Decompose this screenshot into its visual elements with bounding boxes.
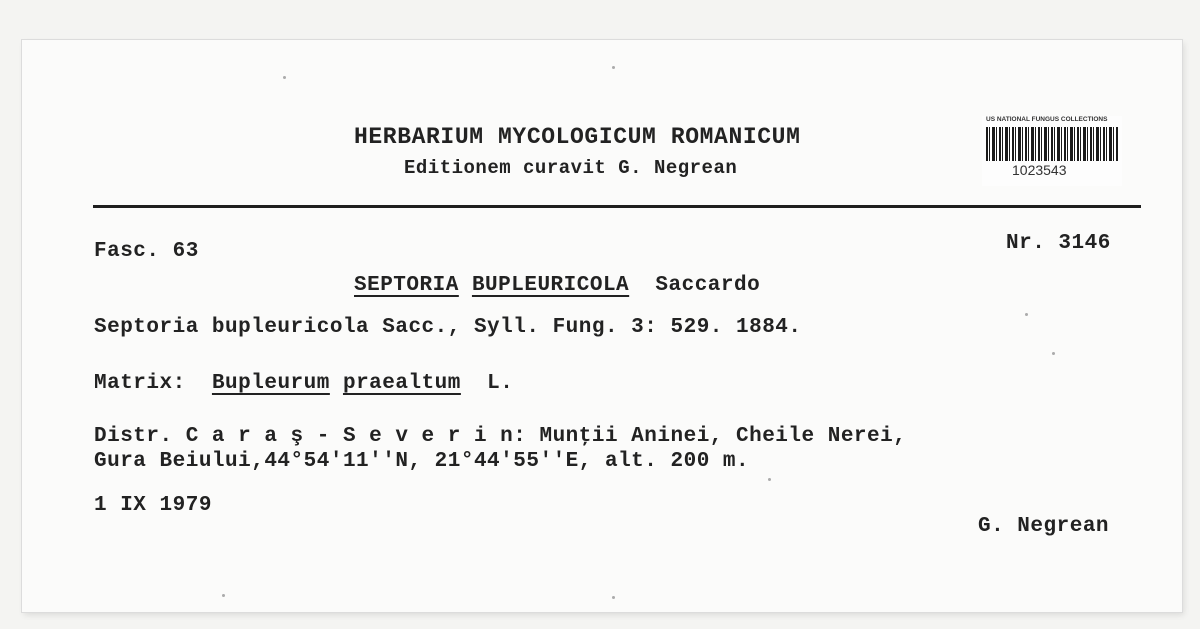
speck bbox=[768, 478, 771, 481]
matrix-genus: Bupleurum bbox=[211, 372, 330, 395]
speck bbox=[222, 594, 225, 597]
label-title: HERBARIUM MYCOLOGICUM ROMANICUM bbox=[354, 124, 801, 150]
speck bbox=[1025, 313, 1028, 316]
collector: G. Negrean bbox=[978, 515, 1110, 538]
species-author: Saccardo bbox=[655, 274, 761, 297]
species-epithet: BUPLEURICOLA bbox=[471, 274, 630, 297]
collection-date: 1 IX 1979 bbox=[94, 494, 212, 517]
specimen-number: Nr. 3146 bbox=[1006, 232, 1111, 255]
species-name bbox=[354, 274, 760, 297]
speck bbox=[612, 66, 615, 69]
fascicle: Fasc. 63 bbox=[94, 240, 199, 263]
species-genus: SEPTORIA bbox=[354, 274, 459, 297]
distribution-line-1: Distr. C a r a ş - S e v e r i n: Munţii Aninei, Cheile Nerei, bbox=[94, 425, 907, 448]
barcode-caption: US NATIONAL FUNGUS COLLECTIONS bbox=[986, 116, 1108, 123]
citation: Septoria bupleuricola Sacc., Syll. Fung. 3: 529. 1884. bbox=[94, 316, 802, 339]
barcode-sticker bbox=[982, 116, 1122, 186]
barcode-icon bbox=[986, 127, 1118, 161]
header-divider bbox=[93, 205, 1141, 208]
matrix bbox=[94, 372, 513, 395]
barcode-number: 1023543 bbox=[1012, 162, 1067, 178]
label-subtitle: Editionem curavit G. Negrean bbox=[404, 157, 738, 179]
matrix-epithet: praealtum bbox=[342, 372, 461, 395]
speck bbox=[1052, 352, 1055, 355]
speck bbox=[283, 76, 286, 79]
speck bbox=[612, 596, 615, 599]
distribution-line-2: Gura Beiului,44°54'11''N, 21°44'55''E, alt. 200 m. bbox=[94, 450, 750, 473]
matrix-prefix: Matrix: bbox=[94, 372, 186, 395]
matrix-author: L. bbox=[487, 372, 514, 395]
